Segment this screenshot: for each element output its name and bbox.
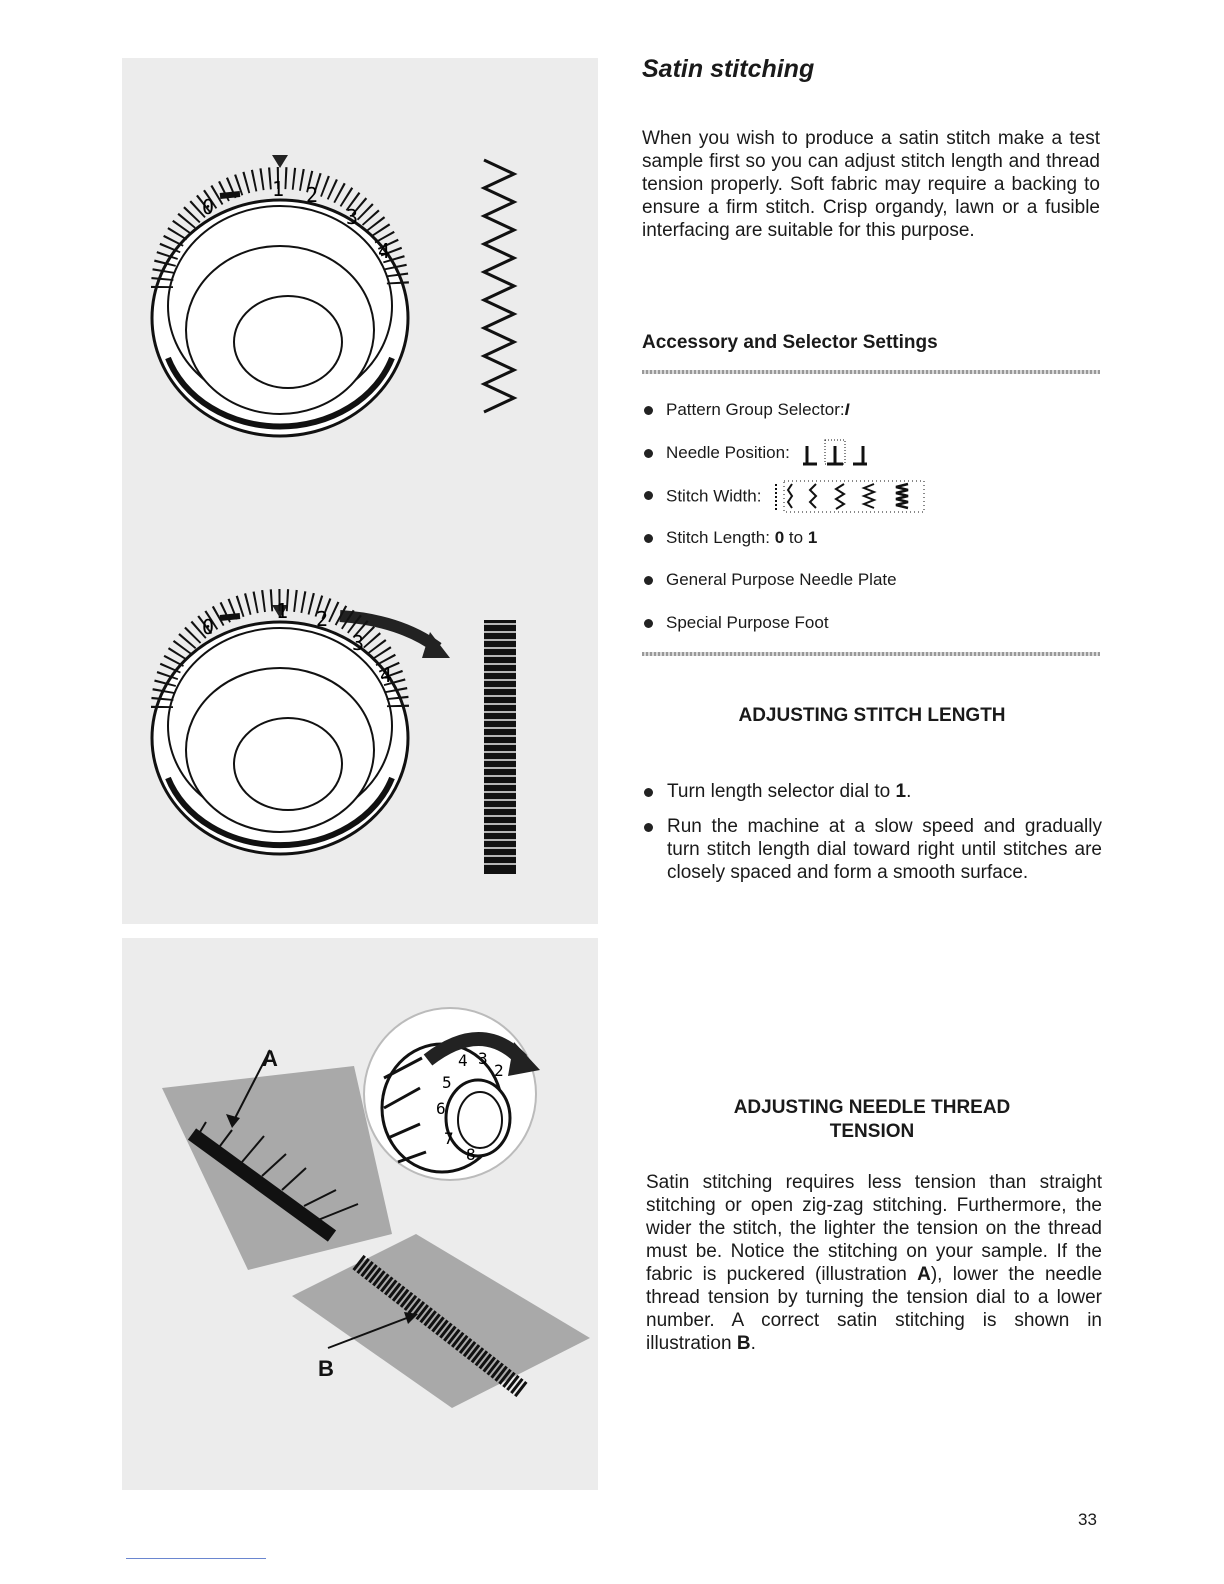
illustration-label-a: A xyxy=(262,1046,278,1071)
stitch-length-step-2 xyxy=(642,815,1102,884)
tension-samples-illustration xyxy=(122,938,598,1490)
tension-label-a: A xyxy=(917,1264,931,1285)
illustration-label-b: B xyxy=(318,1356,334,1381)
dial-number-1: 1 xyxy=(272,177,285,201)
tension-heading xyxy=(642,1096,1102,1144)
needle-position-label: Needle Position: xyxy=(666,442,790,462)
satin-stitch-sample xyxy=(484,620,516,874)
step2-text: Run the machine at a slow speed and gradually turn stitch length dial toward right until stitches are closely spaced and form a smooth surface. xyxy=(667,816,1102,883)
settings-heading: Accessory and Selector Settings xyxy=(642,332,938,353)
dial-pointer-icon xyxy=(272,155,288,168)
footer-line xyxy=(126,1558,266,1559)
stitch-length-illustration-panel xyxy=(122,58,598,924)
tension-text-part2: ), lower the needle thread tension by turning the tension dial to a lower number. A correct satin stitching is shown in illustration xyxy=(646,1264,1103,1354)
setting-needle-plate xyxy=(642,565,1102,608)
tension-number-4: 4 xyxy=(458,1051,468,1070)
tension-number-7: 7 xyxy=(444,1129,454,1148)
step1-end: . xyxy=(906,781,912,802)
setting-needle-position xyxy=(642,438,1102,481)
tension-paragraph xyxy=(646,1171,1102,1355)
bottom-divider xyxy=(642,652,1100,656)
step1-text: Turn length selector dial to xyxy=(667,781,891,802)
stitch-width-label: Stitch Width: xyxy=(666,486,762,506)
dial-number-0: 0 xyxy=(202,615,215,639)
stitch-length-to: 1 xyxy=(807,527,818,547)
foot-text: Special Purpose Foot xyxy=(666,612,829,632)
dial-number-1: 1 xyxy=(276,599,289,623)
page-title: Satin stitching xyxy=(642,55,815,83)
open-zigzag-sample xyxy=(484,160,514,412)
dial-number-4: 4 xyxy=(380,663,393,687)
dial-number-3: 3 xyxy=(352,631,365,655)
stitch-length-dial-upper xyxy=(152,155,408,436)
stitch-length-to-word: to xyxy=(788,527,804,547)
setting-pattern-group xyxy=(642,395,1102,438)
fabric-sample-a xyxy=(162,1066,392,1270)
setting-foot xyxy=(642,608,1102,651)
stitch-length-heading: ADJUSTING STITCH LENGTH xyxy=(738,705,1006,726)
stitch-length-step-1 xyxy=(642,780,1102,803)
tension-number-5: 5 xyxy=(442,1073,452,1092)
stitch-length-steps xyxy=(642,780,1102,896)
dial-number-3: 3 xyxy=(346,205,359,229)
tension-text-part1: Satin stitching requires less tension than straight stitching or open zig-zag stitching. Furthermore, the wider the stitch, the lighter the tension on the thread must be. Notice the stitching on your sample. If the fabric is puckered (illustration xyxy=(646,1172,1102,1285)
stitch-length-dial-lower xyxy=(152,599,450,854)
setting-stitch-width xyxy=(642,480,1102,523)
tension-number-3: 3 xyxy=(478,1049,488,1068)
needle-position-icon xyxy=(799,438,873,468)
dial-number-2: 2 xyxy=(316,607,329,631)
page-number: 33 xyxy=(1078,1510,1097,1529)
tension-text-part3: . xyxy=(750,1333,756,1354)
stitch-length-from: 0 xyxy=(774,527,785,547)
tension-label-b: B xyxy=(736,1333,751,1354)
dial-number-4: 4 xyxy=(378,239,391,263)
pattern-group-value: I xyxy=(844,400,850,419)
settings-list xyxy=(642,395,1102,650)
step1-value: 1 xyxy=(895,781,907,802)
tension-number-8: 8 xyxy=(466,1145,476,1164)
tension-number-6: 6 xyxy=(436,1099,446,1118)
tension-dial-illustration xyxy=(364,1008,540,1180)
dial-number-2: 2 xyxy=(306,183,319,207)
dial-number-0: 0 xyxy=(202,195,215,219)
tension-heading-line1: ADJUSTING NEEDLE THREAD xyxy=(733,1097,1011,1118)
stitch-length-dials-illustration xyxy=(122,58,598,924)
tension-heading-line2: TENSION xyxy=(829,1121,915,1142)
stitch-width-icon xyxy=(770,480,926,514)
intro-paragraph: When you wish to produce a satin stitch make a test sample first so you can adjust stitch length and thread tension properly. Soft fabric may require a backing to ensure a firm stitch. Crisp organdy, lawn or a fusible interfacing are suitable for this purpose. xyxy=(642,128,1100,241)
tension-number-2: 2 xyxy=(494,1061,504,1080)
tension-illustration-panel xyxy=(122,938,598,1490)
pattern-group-label: Pattern Group Selector: xyxy=(666,400,845,419)
needle-plate-text: General Purpose Needle Plate xyxy=(666,570,897,589)
stitch-length-label: Stitch Length: xyxy=(666,527,770,547)
top-divider xyxy=(642,370,1100,374)
setting-stitch-length xyxy=(642,523,1102,566)
